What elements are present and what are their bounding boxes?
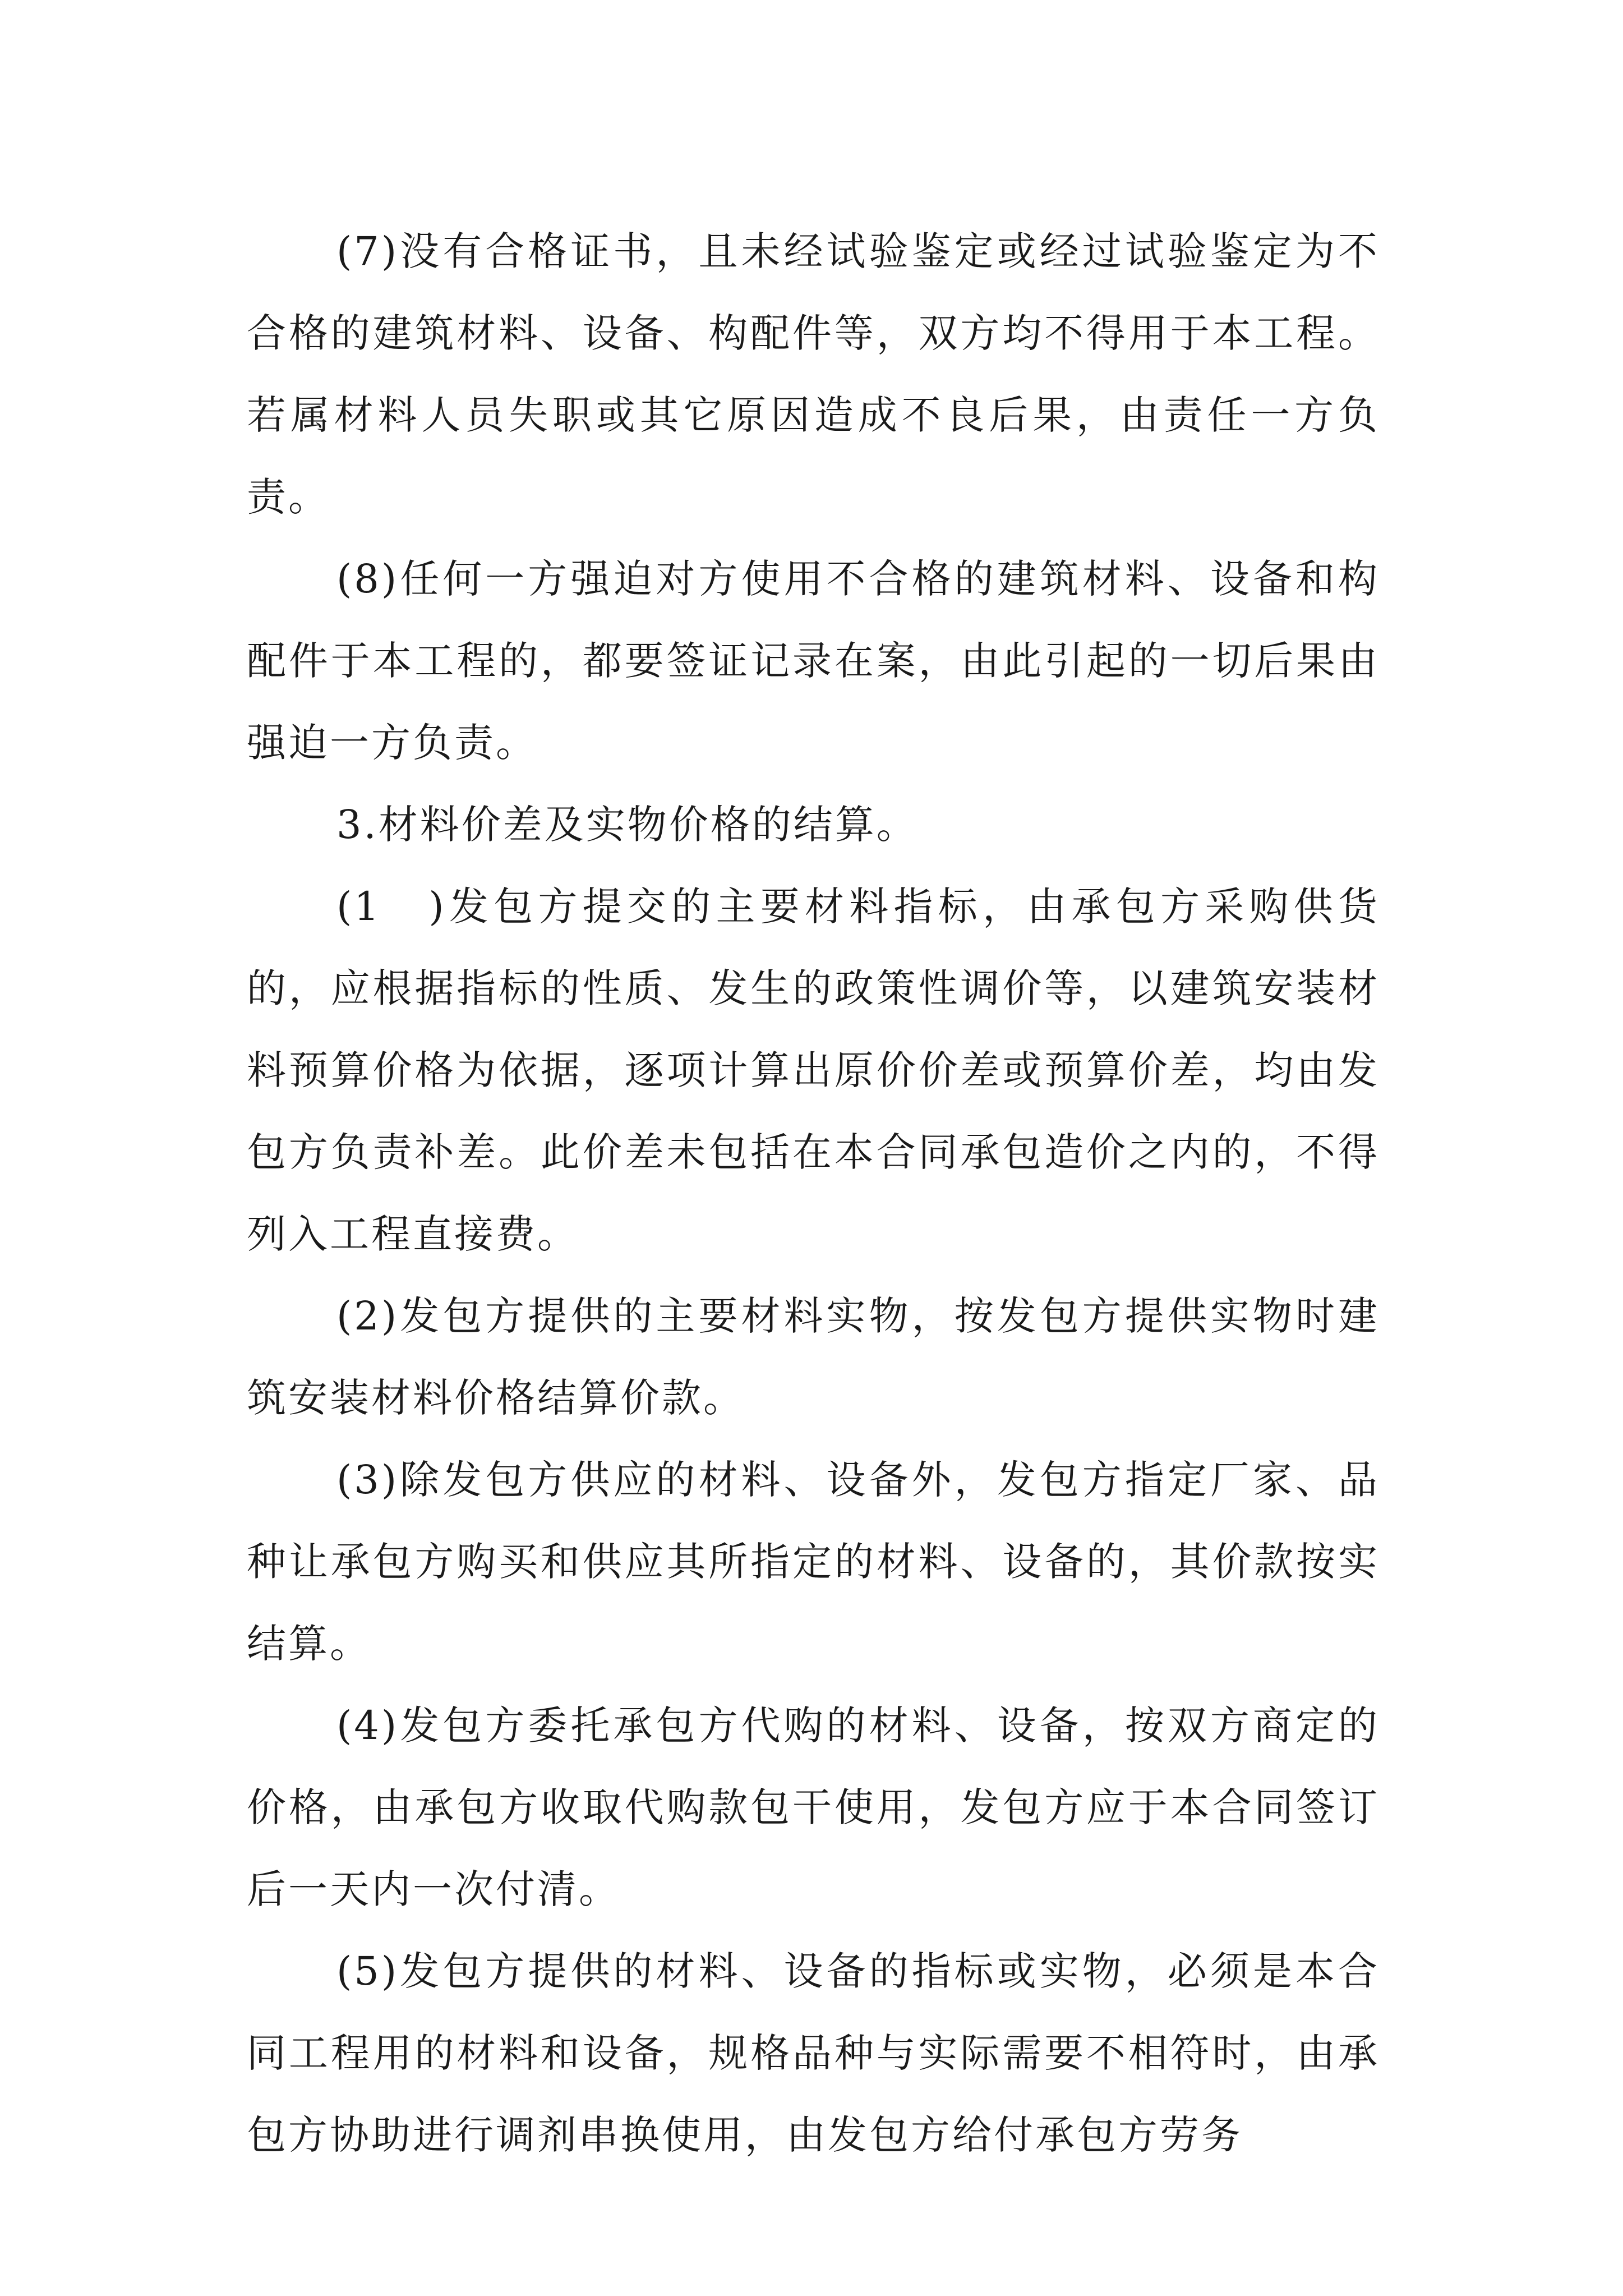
paragraph-item-7: (7)没有合格证书，且未经试验鉴定或经过试验鉴定为不合格的建筑材料、设备、构配件等，双方均不得用于本工程。若属材料人员失职或其它原因造成不良后果，由责任一方负责。 bbox=[247, 228, 1380, 520]
section-heading-3: 3.材料价差及实物价格的结算。 bbox=[336, 802, 918, 848]
paragraph-item-3: (3)除发包方供应的材料、设备外，发包方指定厂家、品种让承包方购买和供应其所指定的材料、设备的，其价款按实结算。 bbox=[247, 1457, 1380, 1667]
paragraph-item-2: (2)发包方提供的主要材料实物，按发包方提供实物时建筑安装材料价格结算价款。 bbox=[247, 1293, 1380, 1421]
paragraph-item-4: (4)发包方委托承包方代购的材料、设备，按双方商定的价格，由承包方收取代购款包干使用，发包方应于本合同签订后一天内一次付清。 bbox=[247, 1703, 1380, 1912]
document-body bbox=[247, 210, 1380, 2176]
paragraph-item-8: (8)任何一方强迫对方使用不合格的建筑材料、设备和构配件于本工程的，都要签证记录在案，由此引起的一切后果由强迫一方负责。 bbox=[247, 556, 1380, 766]
paragraph-item-5: (5)发包方提供的材料、设备的指标或实物，必须是本合同工程用的材料和设备，规格品种与实际需要不相符时，由承包方协助进行调剂串换使用，由发包方给付承包方劳务 bbox=[247, 1948, 1380, 2158]
paragraph-item-1: (1 )发包方提交的主要材料指标，由承包方采购供货的，应根据指标的性质、发生的政策性调价等，以建筑安装材料预算价格为依据，逐项计算出原价价差或预算价差，均由发包方负责补差。此价差未包括在本合同承包造价之内的，不得列入工程直接费。 bbox=[247, 884, 1380, 1257]
